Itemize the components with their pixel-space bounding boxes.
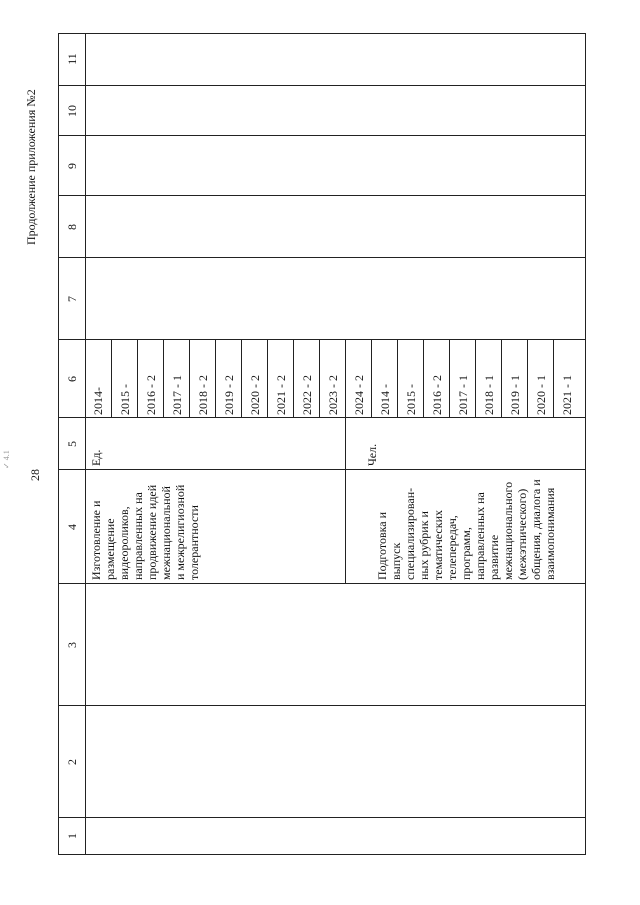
- year-value: 2024 - 2: [345, 340, 372, 418]
- year-value: 2022 - 2: [293, 340, 320, 418]
- column-number-1: 1: [65, 833, 79, 839]
- col-divider: [59, 583, 585, 584]
- col-divider: [59, 257, 585, 258]
- year-value: 2015 -: [397, 340, 424, 418]
- year-value: 2018 - 2: [189, 340, 216, 418]
- year-value: 2015 -: [111, 340, 138, 418]
- col-divider: [59, 85, 585, 86]
- year-value: 2018 - 1: [475, 340, 502, 418]
- col-divider: [59, 705, 585, 706]
- column-number-8: 8: [65, 224, 79, 230]
- year-value: 2016 - 2: [137, 340, 164, 418]
- column-number-7: 7: [65, 296, 79, 302]
- year-value: 2019 - 2: [215, 340, 242, 418]
- appendix-continuation-note: Продолжение приложения №2: [24, 89, 38, 245]
- page-number: 28: [28, 469, 42, 481]
- year-value: 2017 - 1: [449, 340, 476, 418]
- year-value: 2021 - 2: [267, 340, 294, 418]
- year-value: 2020 - 2: [241, 340, 268, 418]
- unit-of-measure: Чел.: [365, 443, 379, 466]
- year-value: 2017 - 1: [163, 340, 190, 418]
- header-divider: [85, 34, 86, 854]
- column-number-11: 11: [65, 53, 79, 65]
- side-mark: ✓ 4.1: [2, 450, 11, 469]
- column-number-4: 4: [65, 524, 79, 530]
- column-number-6: 6: [65, 376, 79, 382]
- year-value: 2019 - 1: [501, 340, 528, 418]
- col-divider: [59, 817, 585, 818]
- col-divider: [59, 135, 585, 136]
- year-value: 2016 - 2: [423, 340, 450, 418]
- column-number-3: 3: [65, 642, 79, 648]
- column-number-2: 2: [65, 759, 79, 765]
- unit-of-measure: Ед.: [89, 449, 103, 466]
- column-number-10: 10: [65, 105, 79, 117]
- appendix-table: [58, 33, 586, 855]
- year-value: 2023 - 2: [319, 340, 346, 418]
- year-value: 2020 - 1: [527, 340, 554, 418]
- column-number-5: 5: [65, 441, 79, 447]
- year-value: 2014 -: [371, 340, 398, 418]
- year-value: 2021 - 1: [553, 340, 580, 418]
- year-value: 2014-: [91, 387, 105, 415]
- column-number-9: 9: [65, 163, 79, 169]
- col-divider: [59, 469, 585, 470]
- measure-description: Изготовление и размещение видеороликов, направленных на продвижение идей межнациональной и межрелигиозной толерантности: [89, 484, 201, 580]
- measure-description: Подготовка и выпуск специализирован- ных рубрик и тематических телепередач, программ, направленных на развитие межнационального (межэтнического) общения, диалога и взаимопонимания: [375, 479, 557, 580]
- col-divider: [59, 195, 585, 196]
